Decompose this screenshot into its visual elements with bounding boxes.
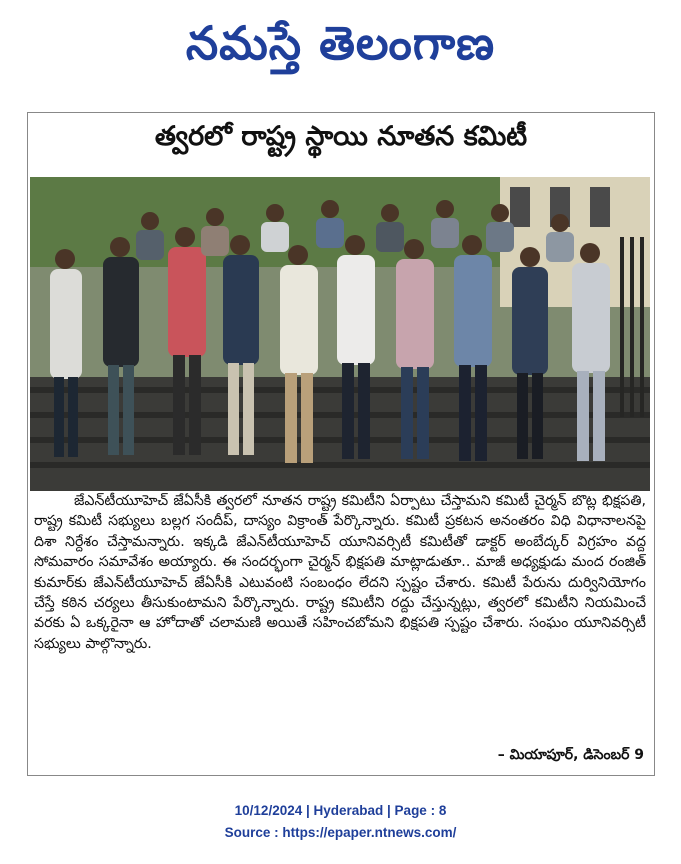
article-headline: త్వరలో రాష్ట్ర స్థాయి నూతన కమిటీ (154, 121, 528, 152)
source-footer (0, 800, 681, 844)
article-paragraph: జేఎన్‌టీయూహెచ్ జేఏసీకి త్వరలో నూతన రాష్ట్ర కమిటీని ఏర్పాటు చేస్తామని కమిటీ చైర్మన్ బొట్ల భిక్షపతి, రాష్ట్ర కమిటీ సభ్యులు బల్లగ సందీప్, దాస్యం విక్రాంత్ పేర్కొన్నారు. కమిటీ ప్రకటన అనంతరం విధి విధానాలనపై దిశా నిర్దేశం చేస్తామన్నారు. ఇక్కడి జేఎన్‌టీయూహెచ్ యూనివర్సిటీ కమిటీతో డాక్టర్ అంబేద్కర్ విగ్రహం వద్ద సోమవారం సమావేశం అయ్యారు. ఈ సందర్భంగా చైర్మన్ భిక్షపతి మాట్లాడుతూ.. మాజీ అధ్యక్షుడు మంద రంజిత్ కుమార్‌కు జేఎన్‌టీయూహెచ్ జేఏసీకి ఎటువంటి సంబంధం లేదని స్పష్టం చేశారు. కమిటీ పేరును దుర్వినియోగం చేస్తే కఠిన చర్యలు తీసుకుంటామని పేర్కొన్నారు. రాష్ట్ర కమిటీని రద్దు చేస్తున్నట్లు, త్వరలో కమిటీని నియమించే వరకు ఏ ఒక్కరైనా ఆ హోదాతో చలామణి అయితే సహించబోమని భిక్షపతి స్పష్టం చేశారు. సంఘం యూనివర్సిటీ సభ్యులు పాల్గొన్నారు. (34, 493, 646, 652)
edition-info: 10/12/2024 | Hyderabad | Page : 8 (234, 803, 447, 818)
news-clipping (27, 112, 655, 776)
article-body (34, 491, 646, 654)
newspaper-masthead (0, 8, 681, 78)
article-dateline: – మియాపూర్, డిసెంబర్ 9 (497, 747, 644, 763)
source-link[interactable]: Source : https://epaper.ntnews.com/ (224, 825, 457, 840)
group-photo (30, 177, 650, 491)
masthead-title: నమస్తే తెలంగాణ (185, 16, 496, 70)
